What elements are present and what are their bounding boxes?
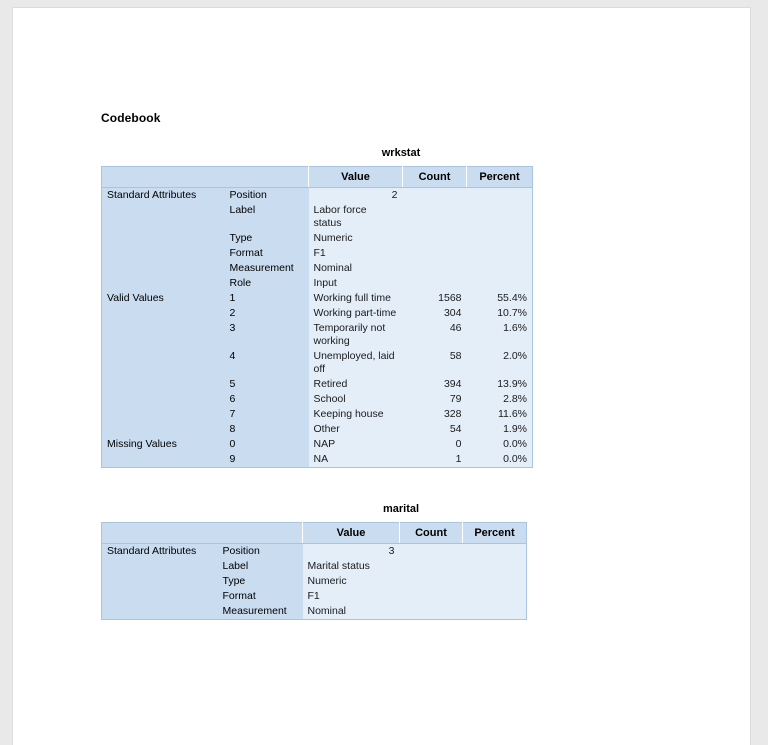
cell-percent: 1.6% [467,321,533,349]
table-header-row [102,167,533,188]
cell-percent: 1.9% [467,422,533,437]
cell-percent [467,246,533,261]
table-header-row [102,523,527,544]
cell-value: Keeping house [309,407,403,422]
cell-count [400,589,463,604]
column-header-count: Count [403,167,467,188]
cell-count: 46 [403,321,467,349]
cell-percent [463,544,527,560]
cell-percent: 2.0% [467,349,533,377]
cell-percent: 0.0% [467,452,533,468]
row-attribute-label: 1 [225,291,309,306]
cell-percent: 11.6% [467,407,533,422]
row-attribute-label: 0 [225,437,309,452]
cell-value: Nominal [303,604,400,620]
row-attribute-label: Format [225,246,309,261]
row-group-label: Valid Values [102,291,225,437]
table-body [102,188,533,468]
cell-count [400,559,463,574]
table-spacer [101,468,701,503]
row-attribute-label: Label [218,559,303,574]
cell-percent [463,589,527,604]
row-attribute-label: 5 [225,377,309,392]
cell-value: Marital status [303,559,400,574]
table-body [102,544,527,620]
table-caption: marital [382,503,420,515]
row-attribute-label: Label [225,203,309,231]
cell-value: Other [309,422,403,437]
cell-value: F1 [303,589,400,604]
column-header-blank [102,167,309,188]
cell-value: Labor force status [309,203,403,231]
codebook-table [101,166,533,468]
cell-value: Temporarily not working [309,321,403,349]
cell-percent [467,188,533,204]
cell-count [400,574,463,589]
cell-value: Numeric [303,574,400,589]
table-row [102,188,533,204]
codebook-table-block [101,147,701,468]
cell-percent [467,203,533,231]
row-group-label: Standard Attributes [102,188,225,292]
cell-value: NA [309,452,403,468]
cell-count [403,246,467,261]
cell-value: Working part-time [309,306,403,321]
column-header-percent: Percent [463,523,527,544]
table-row [102,437,533,452]
cell-percent: 55.4% [467,291,533,306]
document-page [13,8,750,745]
cell-percent [467,231,533,246]
cell-count: 394 [403,377,467,392]
column-header-count: Count [400,523,463,544]
codebook-table-block [101,503,701,620]
codebook-output [101,111,701,620]
column-header-value: Value [309,167,403,188]
cell-value: 2 [309,188,403,204]
row-attribute-label: 6 [225,392,309,407]
cell-count: 0 [403,437,467,452]
row-attribute-label: 2 [225,306,309,321]
row-attribute-label: 3 [225,321,309,349]
column-header-percent: Percent [467,167,533,188]
row-attribute-label: 4 [225,349,309,377]
cell-count: 79 [403,392,467,407]
cell-count: 304 [403,306,467,321]
column-header-blank [102,523,303,544]
cell-count: 328 [403,407,467,422]
cell-count: 1568 [403,291,467,306]
cell-percent: 2.8% [467,392,533,407]
row-group-label: Missing Values [102,437,225,468]
cell-count [400,604,463,620]
row-attribute-label: 8 [225,422,309,437]
cell-percent [467,261,533,276]
cell-count [403,188,467,204]
cell-value: Working full time [309,291,403,306]
row-attribute-label: 9 [225,452,309,468]
row-attribute-label: Role [225,276,309,291]
cell-count: 58 [403,349,467,377]
row-attribute-label: Measurement [225,261,309,276]
cell-percent [463,559,527,574]
row-group-label: Standard Attributes [102,544,218,620]
column-header-value: Value [303,523,400,544]
cell-value: School [309,392,403,407]
cell-count [403,203,467,231]
cell-count [400,544,463,560]
cell-value: F1 [309,246,403,261]
cell-value: Input [309,276,403,291]
row-attribute-label: Position [225,188,309,204]
cell-percent: 13.9% [467,377,533,392]
cell-value: Retired [309,377,403,392]
row-attribute-label: Measurement [218,604,303,620]
row-attribute-label: Type [225,231,309,246]
cell-count: 54 [403,422,467,437]
cell-percent [463,574,527,589]
cell-value: Numeric [309,231,403,246]
codebook-table [101,522,527,620]
row-attribute-label: Position [218,544,303,560]
row-attribute-label: Format [218,589,303,604]
cell-count [403,231,467,246]
row-attribute-label: 7 [225,407,309,422]
cell-percent: 0.0% [467,437,533,452]
cell-count [403,261,467,276]
cell-value: 3 [303,544,400,560]
table-row [102,544,527,560]
cell-percent [463,604,527,620]
cell-percent: 10.7% [467,306,533,321]
page-title: Codebook [101,111,161,125]
cell-count: 1 [403,452,467,468]
cell-value: Unemployed, laid off [309,349,403,377]
cell-value: NAP [309,437,403,452]
table-row [102,291,533,306]
cell-count [403,276,467,291]
row-attribute-label: Type [218,574,303,589]
table-caption: wrkstat [381,147,421,159]
cell-percent [467,276,533,291]
cell-value: Nominal [309,261,403,276]
